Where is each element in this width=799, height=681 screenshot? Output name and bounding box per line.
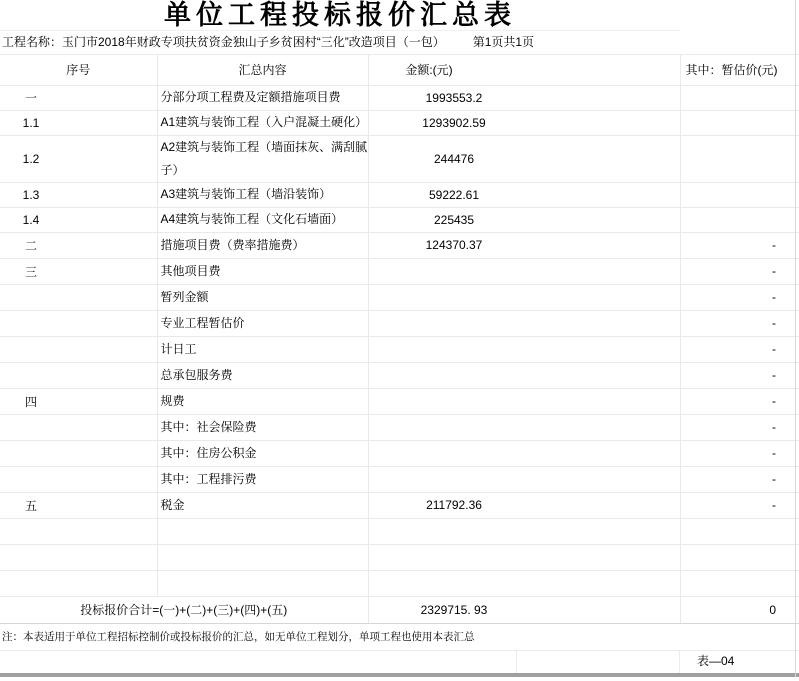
cell-estimate: - [680,258,799,284]
cell-amount: 225435 [368,207,680,232]
cell-seq: 1.2 [0,135,157,182]
cell-estimate: - [680,310,799,336]
cell-estimate: - [680,492,799,518]
header-amount: 金额:(元) [368,55,680,85]
cell-amount: 59222.61 [368,182,680,207]
cell-seq: 一 [0,85,157,110]
cell-content [157,544,368,570]
cell-estimate: - [680,440,799,466]
cell-content: 总承包服务费 [157,362,368,388]
table-row [0,570,799,596]
cell-amount [368,284,680,310]
project-row [0,31,799,55]
cell-amount [368,362,680,388]
cell-seq: 二 [0,232,157,258]
cell-estimate [680,110,799,135]
table-row [0,85,799,110]
cell-seq [0,284,157,310]
table-row [0,544,799,570]
cell-estimate: - [680,284,799,310]
cell-content: 其中：住房公积金 [157,440,368,466]
bottom-cell-left [0,651,517,673]
table-row [0,232,799,258]
cell-seq [0,362,157,388]
cell-amount [368,466,680,492]
table-row [0,518,799,544]
cell-estimate: - [680,362,799,388]
table-row [0,362,799,388]
bottom-row [0,651,799,673]
cell-estimate [680,518,799,544]
cell-estimate: - [680,466,799,492]
cell-content: 分部分项工程费及定额措施项目费 [157,85,368,110]
cell-seq [0,466,157,492]
title-row [0,0,680,31]
cell-seq: 1.4 [0,207,157,232]
cell-estimate [680,544,799,570]
cell-content: 税金 [157,492,368,518]
page-title: 单位工程投标报价汇总表 [164,0,516,30]
cell-content: 专业工程暂估价 [157,310,368,336]
cell-amount [368,440,680,466]
table-row [0,336,799,362]
cell-estimate [680,207,799,232]
cell-amount [368,544,680,570]
cell-amount: 1993553.2 [368,85,680,110]
cell-seq [0,440,157,466]
table-note: 注：本表适用于单位工程招标控制价或投标报价的汇总，如无单位工程划分，单项工程也使用本表汇总 [0,624,799,651]
cell-content: 计日工 [157,336,368,362]
bottom-cell-middle [517,651,680,673]
cell-amount: 1293902.59 [368,110,680,135]
table-row [0,135,799,182]
table-row [0,258,799,284]
cell-content: A2建筑与装饰工程（墙面抹灰、满刮腻子） [157,135,368,182]
cell-estimate [680,85,799,110]
table-row [0,414,799,440]
table-row [0,440,799,466]
cell-amount: 244476 [368,135,680,182]
cell-content: A3建筑与装饰工程（墙沿装饰） [157,182,368,207]
cell-seq [0,544,157,570]
cell-seq: 四 [0,388,157,414]
summary-table [0,55,799,624]
header-estimate: 其中：暂估价(元) [680,55,799,85]
cell-estimate: - [680,388,799,414]
cell-amount [368,258,680,284]
cell-seq [0,336,157,362]
cell-estimate: - [680,232,799,258]
cell-amount [368,518,680,544]
cell-content: A1建筑与装饰工程（入户混凝土硬化） [157,110,368,135]
cell-seq: 1.1 [0,110,157,135]
table-row [0,492,799,518]
cell-content: 暂列金额 [157,284,368,310]
cell-amount: 124370.37 [368,232,680,258]
cell-seq: 五 [0,492,157,518]
cell-estimate [680,570,799,596]
table-row [0,284,799,310]
cell-amount [368,570,680,596]
summary-table-body [0,85,799,596]
cell-seq: 1.3 [0,182,157,207]
cell-estimate: - [680,336,799,362]
cell-amount [368,336,680,362]
cell-seq [0,310,157,336]
cell-estimate [680,182,799,207]
cell-content: 其中：工程排污费 [157,466,368,492]
header-content: 汇总内容 [157,55,368,85]
total-row [0,596,799,623]
cell-content [157,518,368,544]
table-row [0,388,799,414]
cell-content: 其他项目费 [157,258,368,284]
cell-content: 规费 [157,388,368,414]
cell-seq: 三 [0,258,157,284]
total-label: 投标报价合计=(一)+(二)+(三)+(四)+(五) [0,596,368,623]
table-row [0,466,799,492]
page-indicator: 第1页共1页 [472,35,535,49]
table-header-row [0,55,799,85]
project-name-label: 工程名称：玉门市2018年财政专项扶贫资金独山子乡贫困村“三化”改造项目（一包） [2,35,445,49]
table-row [0,182,799,207]
cell-estimate: - [680,414,799,440]
cell-seq [0,518,157,544]
cell-amount [368,388,680,414]
cell-content [157,570,368,596]
table-row [0,207,799,232]
right-edge-line [795,0,796,677]
cell-content: 措施项目费（费率措施费） [157,232,368,258]
cell-content: 其中：社会保险费 [157,414,368,440]
total-estimate: 0 [680,596,799,623]
table-row [0,310,799,336]
header-seq: 序号 [0,55,157,85]
cell-seq [0,414,157,440]
cell-seq [0,570,157,596]
form-code: 表—04 [697,653,735,668]
cell-content: A4建筑与装饰工程（文化石墙面） [157,207,368,232]
cell-estimate [680,135,799,182]
table-row [0,110,799,135]
cell-amount [368,414,680,440]
bottom-bar [0,673,799,677]
cell-amount: 211792.36 [368,492,680,518]
cell-amount [368,310,680,336]
total-amount: 2329715. 93 [368,596,680,623]
